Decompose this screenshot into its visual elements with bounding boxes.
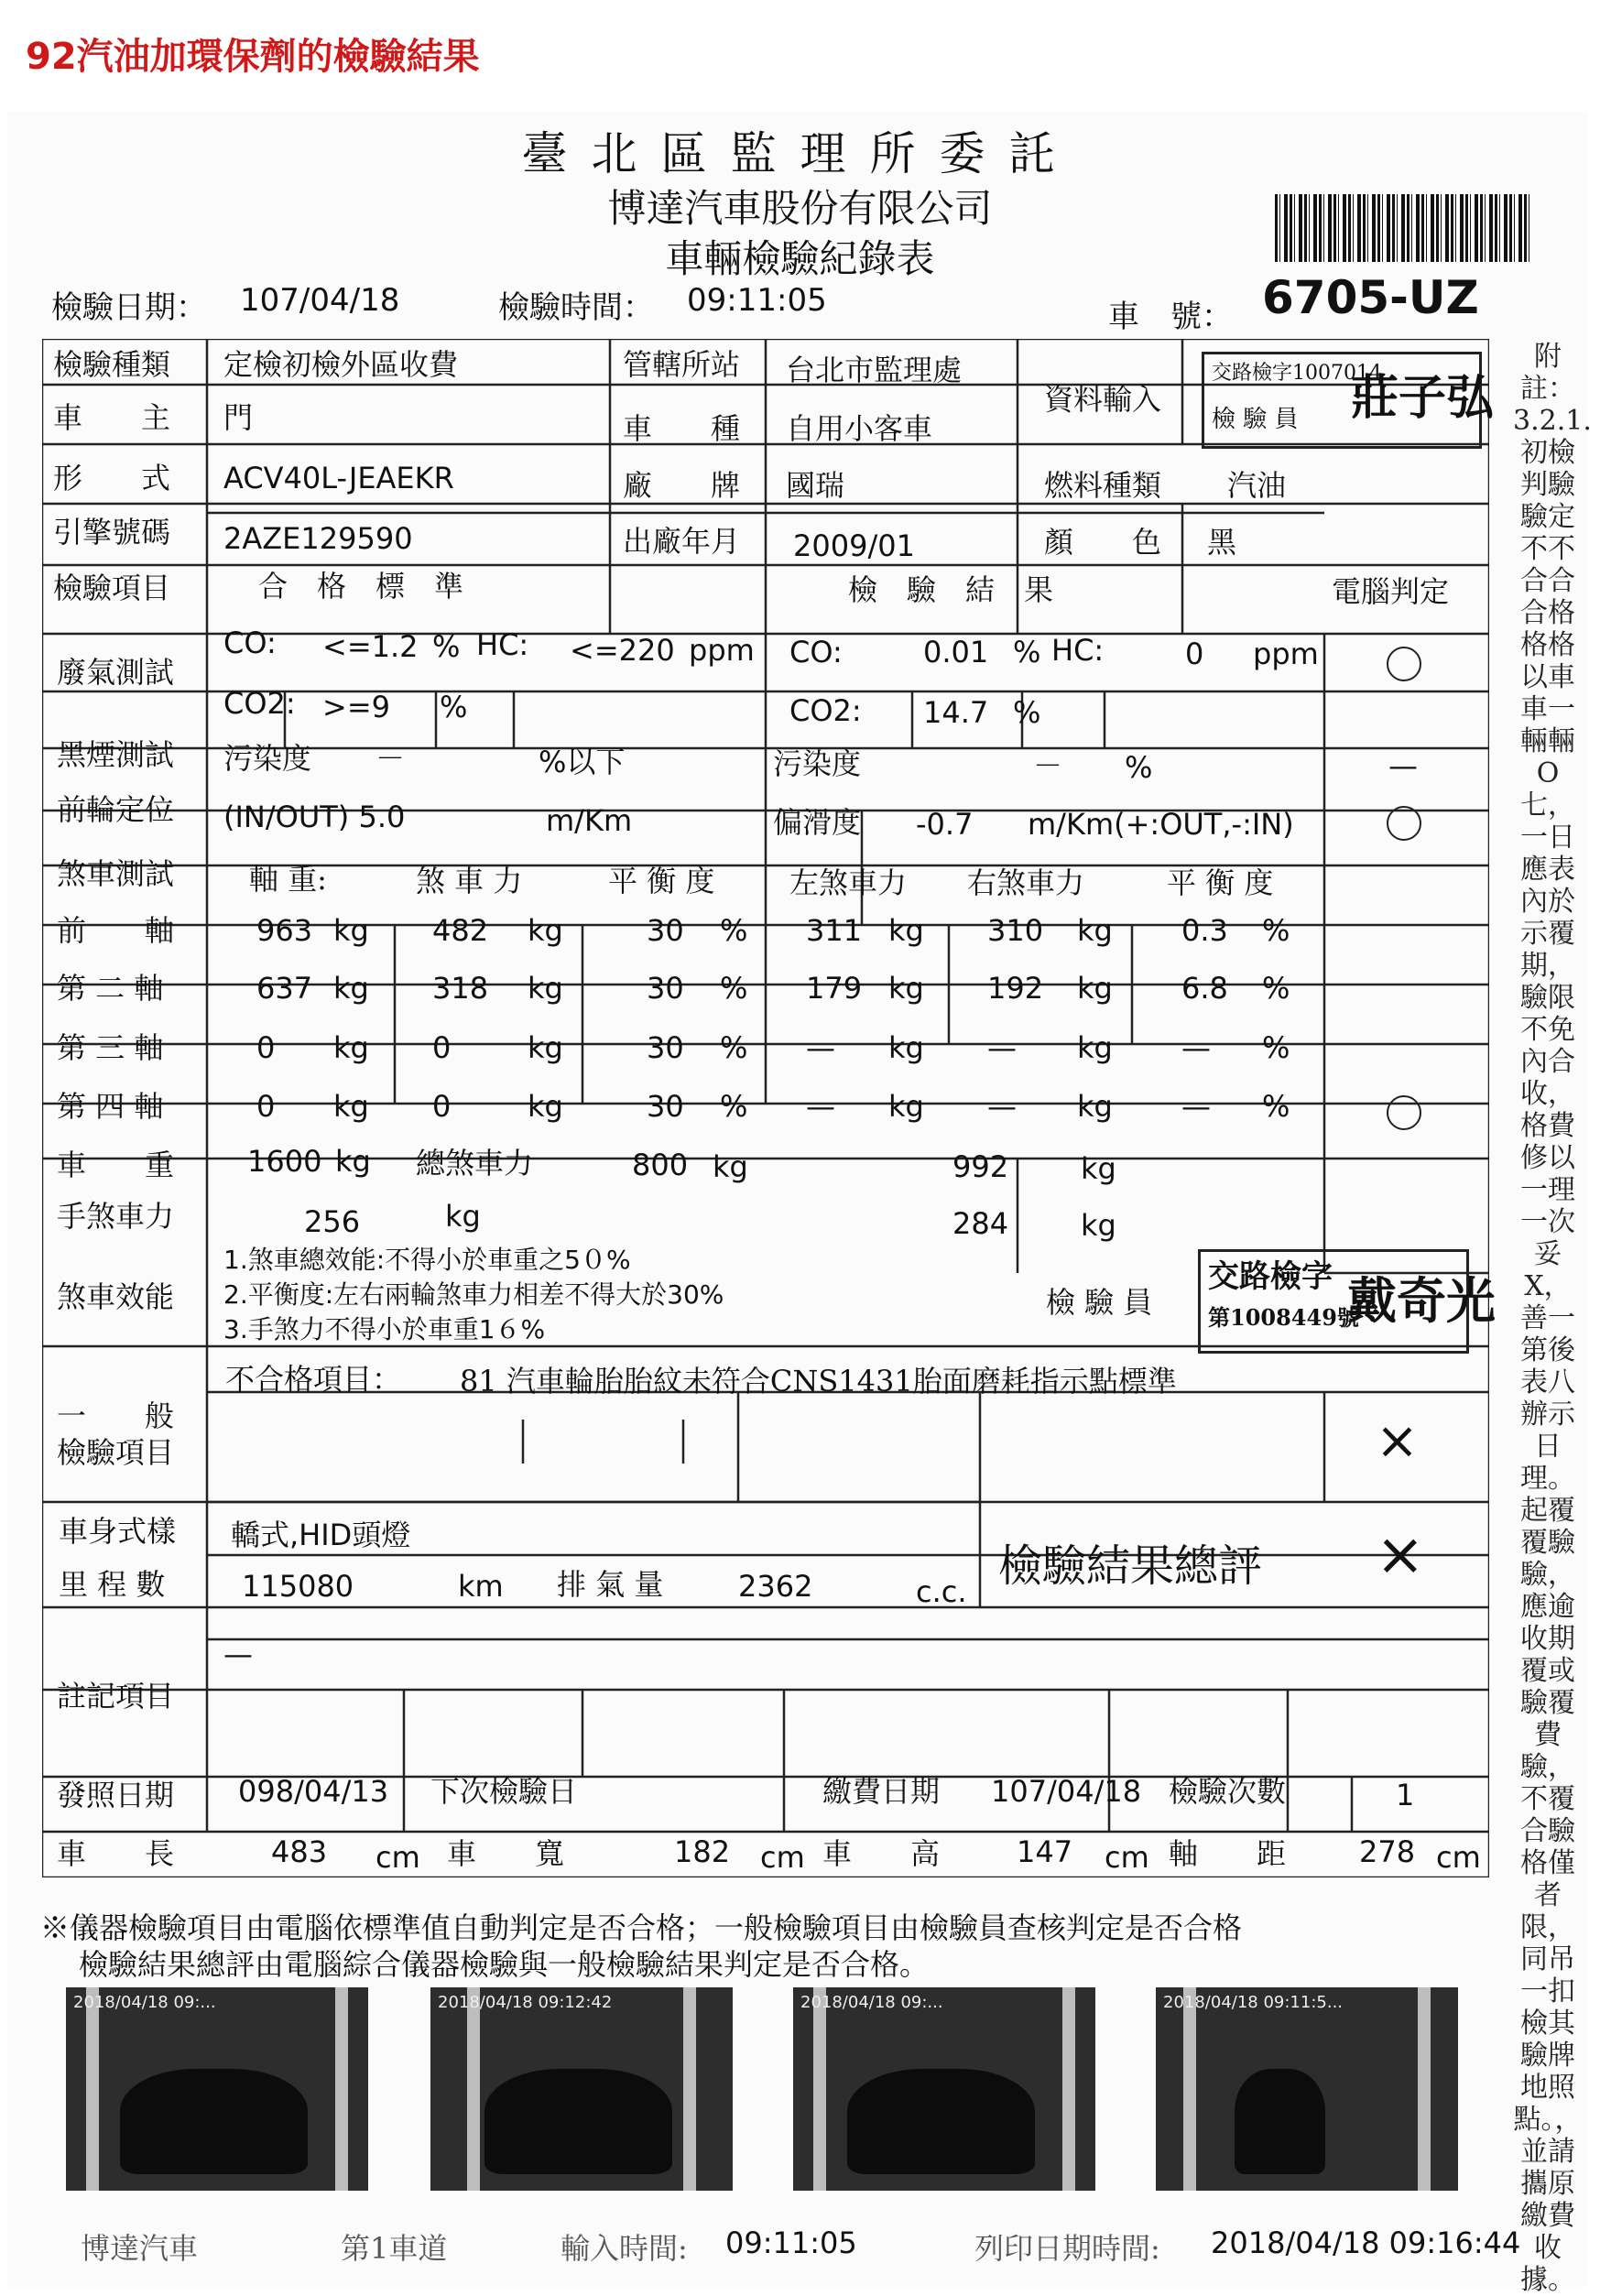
length-unit: cm xyxy=(376,1840,420,1875)
mileage-label: 里 程 數 xyxy=(59,1567,166,1602)
mfg-label: 出廠年月 xyxy=(623,524,741,559)
brake-row-2-unit-kg: kg xyxy=(1077,1030,1113,1065)
brake-row-1-right: 192 xyxy=(987,971,1044,1006)
hc-res-unit: ppm xyxy=(1253,637,1319,671)
hc-res-label: HC: xyxy=(1051,633,1105,668)
body-label: 車身式樣 xyxy=(59,1514,177,1549)
inspection-date: 107/04/18 xyxy=(240,282,400,319)
kind-label: 車 種 xyxy=(623,411,741,446)
fuel-label: 燃料種類 xyxy=(1044,468,1162,503)
photo-1-time: 2018/04/18 09:... xyxy=(73,1993,216,2012)
inspection-count-label: 檢驗次數 xyxy=(1169,1774,1287,1809)
alignment-label: 前輪定位 xyxy=(57,792,175,827)
total-weight-label: 車 重 xyxy=(57,1148,175,1182)
footnote-1: ※儀器檢驗項目由電腦依標準值自動判定是否合格；一般檢驗項目由檢驗員查核判定是否合格 xyxy=(40,1910,1243,1945)
brake-row-3-unit-kg: kg xyxy=(528,1089,563,1124)
vehicle-color: 黑 xyxy=(1207,525,1237,560)
displacement-label: 排 氣 量 xyxy=(557,1567,664,1602)
efficiency-rule-3: 3.手煞力不得小於車重1６% xyxy=(223,1314,546,1344)
general-fail-mark: × xyxy=(1376,1411,1419,1471)
summary-fail-mark: × xyxy=(1376,1521,1425,1589)
brake-row-3-unit-pct: % xyxy=(720,1089,748,1124)
payment-date: 107/04/18 xyxy=(991,1774,1142,1809)
brake-row-2-weight: 0 xyxy=(256,1030,276,1065)
smoke-res-unit: % xyxy=(1125,750,1153,785)
co-res-unit: % xyxy=(1013,635,1041,669)
judge-header: 電腦判定 xyxy=(1332,574,1450,609)
alignment-pass-mark xyxy=(1387,806,1421,841)
brake-row-0-unit-pct: % xyxy=(1262,913,1290,948)
co2-std-unit: % xyxy=(440,690,468,724)
width-label: 車 寬 xyxy=(447,1836,565,1871)
total-brake-res-unit: kg xyxy=(1081,1151,1116,1186)
wheelbase-label: 軸 距 xyxy=(1169,1836,1287,1871)
smoke-judge: — xyxy=(1388,748,1418,783)
side-note: 附註：3.2.1.初檢判驗驗定不不合合合格格格以車車一輛輛O七，一日應表內於示覆期，驗限不免內合收，格費修以一理一次妥X，善一第後表八辦示日理。起覆覆驗驗，應逾收期覆或驗覆費驗，不覆合驗格僅者限，同吊一扣檢其驗牌地照點。，並請攜原繳費收據。 xyxy=(1513,341,1592,2296)
co-label: CO: xyxy=(223,626,277,660)
model-label: 形 式 xyxy=(53,461,171,495)
brake-row-0-force: 482 xyxy=(432,913,489,948)
time-label: 檢驗時間： xyxy=(498,289,654,326)
brake-row-2-balance: — xyxy=(1181,1030,1211,1065)
stamp2-line2: 第1008449號 xyxy=(1208,1304,1359,1331)
inspector-stamp-1 xyxy=(1202,352,1495,449)
brake-row-0-label: 前 軸 xyxy=(57,913,175,948)
height-unit: cm xyxy=(1105,1840,1149,1875)
stamp1-role: 檢 驗 員 xyxy=(1212,406,1299,433)
hc-std-unit: ppm xyxy=(689,633,755,668)
total-brake-std-unit: kg xyxy=(713,1149,748,1184)
photo-2-time: 2018/04/18 09:12:42 xyxy=(438,1993,613,2012)
owner: 門 xyxy=(223,400,254,435)
brake-row-0-left: 311 xyxy=(806,913,863,948)
wheelbase-unit: cm xyxy=(1436,1840,1481,1875)
smoke-result: － xyxy=(1033,748,1063,783)
co2-res-unit: % xyxy=(1013,695,1041,730)
co2-res-label: CO2: xyxy=(789,693,862,728)
station-label: 管轄所站 xyxy=(623,347,741,382)
hc-label: HC: xyxy=(476,627,529,662)
body-style: 轎式,HID頭燈 xyxy=(231,1518,411,1552)
hand-brake-result: 284 xyxy=(952,1206,1009,1241)
brake-col-balance: 平 衡 度 xyxy=(1167,865,1274,900)
brake-row-1-label: 第 二 軸 xyxy=(57,971,164,1006)
date-label: 檢驗日期： xyxy=(51,289,207,326)
fail-items: 81 汽車輪胎胎紋未符合CNS1431胎面磨耗指示點標準 xyxy=(460,1364,1177,1398)
stamp1-name: 莊子弘 xyxy=(1351,370,1495,426)
displacement-unit: c.c. xyxy=(916,1574,967,1609)
engine-number: 2AZE129590 xyxy=(223,521,413,556)
brake-row-3-std: 30 xyxy=(647,1089,684,1124)
brake-col-left: 左煞車力 xyxy=(789,865,908,900)
brake-row-1-force: 318 xyxy=(432,971,489,1006)
brake-row-3-balance: — xyxy=(1181,1089,1211,1124)
emission-label: 廢氣測試 xyxy=(57,655,175,690)
inspection-photo-2 xyxy=(430,1987,733,2191)
brake-row-2-unit-kg: kg xyxy=(888,1030,924,1065)
brake-row-2-unit-pct: % xyxy=(720,1030,748,1065)
brake-row-2-right: — xyxy=(987,1030,1017,1065)
stamp2-line1: 交路檢字 xyxy=(1208,1258,1333,1295)
barcode xyxy=(1275,194,1531,262)
brake-row-1-unit-kg: kg xyxy=(888,971,924,1006)
brake-row-2-label: 第 三 軸 xyxy=(57,1030,164,1065)
brake-row-1-std: 30 xyxy=(647,971,684,1006)
slip-label: 偏滑度 xyxy=(773,805,862,840)
brake-row-3-unit-kg: kg xyxy=(1077,1089,1113,1124)
payment-date-label: 繳費日期 xyxy=(822,1774,941,1809)
inspection-photo-1 xyxy=(66,1987,368,2191)
inspection-count: 1 xyxy=(1396,1778,1415,1812)
sheet-title-3: 車輛檢驗紀錄表 xyxy=(665,236,935,281)
footer-company: 博達汽車 xyxy=(81,2231,199,2266)
co2-result: 14.7 xyxy=(923,695,989,730)
fuel: 汽油 xyxy=(1227,468,1287,503)
total-brake-label: 總煞車力 xyxy=(416,1146,534,1181)
fail-label: 不合格項目： xyxy=(225,1362,402,1397)
type-label: 檢驗種類 xyxy=(53,347,171,382)
hand-brake-res-unit: kg xyxy=(1081,1208,1116,1243)
mileage: 115080 xyxy=(242,1569,354,1604)
footer-input-label: 輸入時間: xyxy=(561,2231,688,2266)
brake-col-right: 右煞車力 xyxy=(967,865,1085,900)
brake-row-0-unit-kg: kg xyxy=(1077,913,1113,948)
general-label-bottom: 檢驗項目 xyxy=(57,1435,175,1470)
brake-col-force: 煞 車 力 xyxy=(416,864,523,898)
brake-row-3-unit-pct: % xyxy=(1262,1089,1290,1124)
brake-row-0-unit-pct: % xyxy=(720,913,748,948)
brake-row-0-weight: 963 xyxy=(256,913,313,948)
brake-row-3-unit-kg: kg xyxy=(888,1089,924,1124)
brake-pass-mark xyxy=(1387,1095,1421,1130)
width-unit: cm xyxy=(760,1840,805,1875)
brake-row-2-force: 0 xyxy=(432,1030,452,1065)
engine-label: 引擎號碼 xyxy=(53,515,171,550)
total-weight-unit: kg xyxy=(335,1144,371,1179)
total-brake-result: 992 xyxy=(952,1149,1009,1184)
brand: 國瑞 xyxy=(786,468,845,503)
model: ACV40L-JEAEKR xyxy=(223,461,454,495)
brand-label: 廠 牌 xyxy=(623,468,741,503)
co2-standard: >=9 xyxy=(322,690,390,724)
brake-row-0-std: 30 xyxy=(647,913,684,948)
brake-row-1-weight: 637 xyxy=(256,971,313,1006)
mileage-unit: km xyxy=(458,1569,504,1604)
station: 台北市監理處 xyxy=(786,353,963,387)
brake-row-1-unit-kg: kg xyxy=(528,971,563,1006)
co-std-unit: % xyxy=(432,629,461,664)
efficiency-inspector-label: 檢 驗 員 xyxy=(1046,1285,1153,1320)
brake-col-weight: 軸 重: xyxy=(249,862,327,897)
summary-label: 檢驗結果總評 xyxy=(998,1540,1263,1592)
brake-row-2-std: 30 xyxy=(647,1030,684,1065)
brake-row-3-left: — xyxy=(806,1089,835,1124)
plate-label: 車 號： xyxy=(1108,299,1233,335)
brake-row-1-unit-kg: kg xyxy=(333,971,369,1006)
brake-row-1-unit-pct: % xyxy=(720,971,748,1006)
data-input-label: 資料輸入 xyxy=(1044,382,1162,417)
brake-row-2-unit-kg: kg xyxy=(333,1030,369,1065)
width: 182 xyxy=(674,1834,731,1869)
inspection-type: 定檢初檢外區收費 xyxy=(223,347,459,382)
brake-row-2-unit-kg: kg xyxy=(528,1030,563,1065)
page-banner: 92汽油加環保劑的檢驗結果 xyxy=(26,36,480,78)
stamp2-name: 戴奇光 xyxy=(1347,1271,1496,1330)
brake-row-1-unit-pct: % xyxy=(1262,971,1290,1006)
height-label: 車 高 xyxy=(822,1836,941,1871)
inspection-time: 09:11:05 xyxy=(687,282,827,319)
wheelbase: 278 xyxy=(1359,1834,1416,1869)
next-inspection-label: 下次檢驗日 xyxy=(430,1774,578,1809)
efficiency-rule-2: 2.平衡度:左右兩輪煞車力相差不得大於30% xyxy=(223,1279,724,1310)
length: 483 xyxy=(271,1834,328,1869)
photo-4-time: 2018/04/18 09:11:5... xyxy=(1163,1993,1344,2012)
emission-pass-mark xyxy=(1387,647,1421,681)
total-weight: 1600 xyxy=(247,1144,322,1179)
result-header: 檢 驗 結 果 xyxy=(848,572,1054,607)
vehicle-kind: 自用小客車 xyxy=(786,411,933,446)
co2-label: CO2: xyxy=(223,686,296,721)
issue-date: 098/04/13 xyxy=(238,1774,389,1809)
efficiency-rule-1: 1.煞車總效能:不得小於車重之5０% xyxy=(223,1245,631,1275)
smoke-res-label: 污染度 xyxy=(773,746,862,781)
smoke-label: 黑煙測試 xyxy=(57,737,175,772)
brake-row-2-unit-pct: % xyxy=(1262,1030,1290,1065)
co-result: 0.01 xyxy=(923,635,989,669)
alignment-standard: (IN/OUT) 5.0 xyxy=(223,800,406,834)
brake-row-3-force: 0 xyxy=(432,1089,452,1124)
brake-row-2-left: — xyxy=(806,1030,835,1065)
item-header: 檢驗項目 xyxy=(53,571,171,605)
footer-input-time: 09:11:05 xyxy=(725,2225,857,2260)
brake-row-1-balance: 6.8 xyxy=(1181,971,1228,1006)
hand-brake-std-unit: kg xyxy=(445,1199,481,1234)
brake-row-0-unit-kg: kg xyxy=(333,913,369,948)
stamp1-code: 交路檢字1007014 xyxy=(1212,362,1382,385)
length-label: 車 長 xyxy=(57,1836,175,1871)
brake-row-0-unit-kg: kg xyxy=(528,913,563,948)
brake-row-1-unit-kg: kg xyxy=(1077,971,1113,1006)
issue-date-label: 發照日期 xyxy=(57,1778,175,1812)
brake-row-0-balance: 0.3 xyxy=(1181,913,1228,948)
footer-print-label: 列印日期時間: xyxy=(974,2231,1160,2266)
hc-standard: <=220 xyxy=(570,633,675,668)
displacement: 2362 xyxy=(738,1569,813,1604)
footer-lane: 第1車道 xyxy=(341,2231,448,2266)
footer-print-time: 2018/04/18 09:16:44 xyxy=(1211,2225,1521,2260)
brake-row-0-right: 310 xyxy=(987,913,1044,948)
efficiency-label: 煞車效能 xyxy=(57,1279,175,1314)
brake-row-1-left: 179 xyxy=(806,971,863,1006)
sheet-title-2: 博達汽車股份有限公司 xyxy=(607,186,993,231)
brake-row-0-unit-kg: kg xyxy=(888,913,924,948)
plate-number: 6705-UZ xyxy=(1262,271,1479,324)
total-brake-standard: 800 xyxy=(632,1148,689,1182)
footnote-2: 檢驗結果總評由電腦綜合儀器檢驗與一般檢驗結果判定是否合格。 xyxy=(79,1947,930,1982)
brake-row-3-label: 第 四 軸 xyxy=(57,1089,164,1124)
inspector-stamp-2 xyxy=(1198,1249,1496,1354)
inspection-photo-3 xyxy=(793,1987,1095,2191)
co-res-label: CO: xyxy=(789,635,843,669)
notes-value: — xyxy=(223,1637,253,1671)
slip-result: -0.7 xyxy=(916,807,974,842)
alignment-std-unit: m/Km xyxy=(546,803,633,838)
hc-result: 0 xyxy=(1185,637,1204,671)
smoke-std-label: 污染度 xyxy=(223,741,312,776)
brake-label: 煞車測試 xyxy=(57,856,175,891)
co-standard: <=1.2 xyxy=(322,629,419,664)
smoke-standard: － xyxy=(376,741,406,776)
brake-row-3-right: — xyxy=(987,1089,1017,1124)
brake-row-3-unit-kg: kg xyxy=(333,1089,369,1124)
mfg-date: 2009/01 xyxy=(793,528,915,563)
photo-3-time: 2018/04/18 09:... xyxy=(800,1993,943,2012)
owner-label: 車 主 xyxy=(53,400,171,435)
notes-label: 註記項目 xyxy=(57,1679,175,1714)
general-label-top: 一 般 xyxy=(57,1398,175,1433)
standard-header: 合 格 標 準 xyxy=(258,569,464,604)
sheet-title-1: 臺北區監理所委託 xyxy=(521,127,1079,180)
smoke-std-unit: %以下 xyxy=(539,745,626,779)
brake-row-3-weight: 0 xyxy=(256,1089,276,1124)
inspection-photo-4 xyxy=(1156,1987,1458,2191)
hand-brake-label: 手煞車力 xyxy=(57,1199,175,1234)
brake-col-balance-std: 平 衡 度 xyxy=(608,864,715,898)
hand-brake-standard: 256 xyxy=(304,1204,361,1239)
slip-unit: m/Km(+:OUT,-:IN) xyxy=(1028,807,1294,842)
height: 147 xyxy=(1017,1834,1073,1869)
color-label: 顏 色 xyxy=(1044,525,1162,560)
